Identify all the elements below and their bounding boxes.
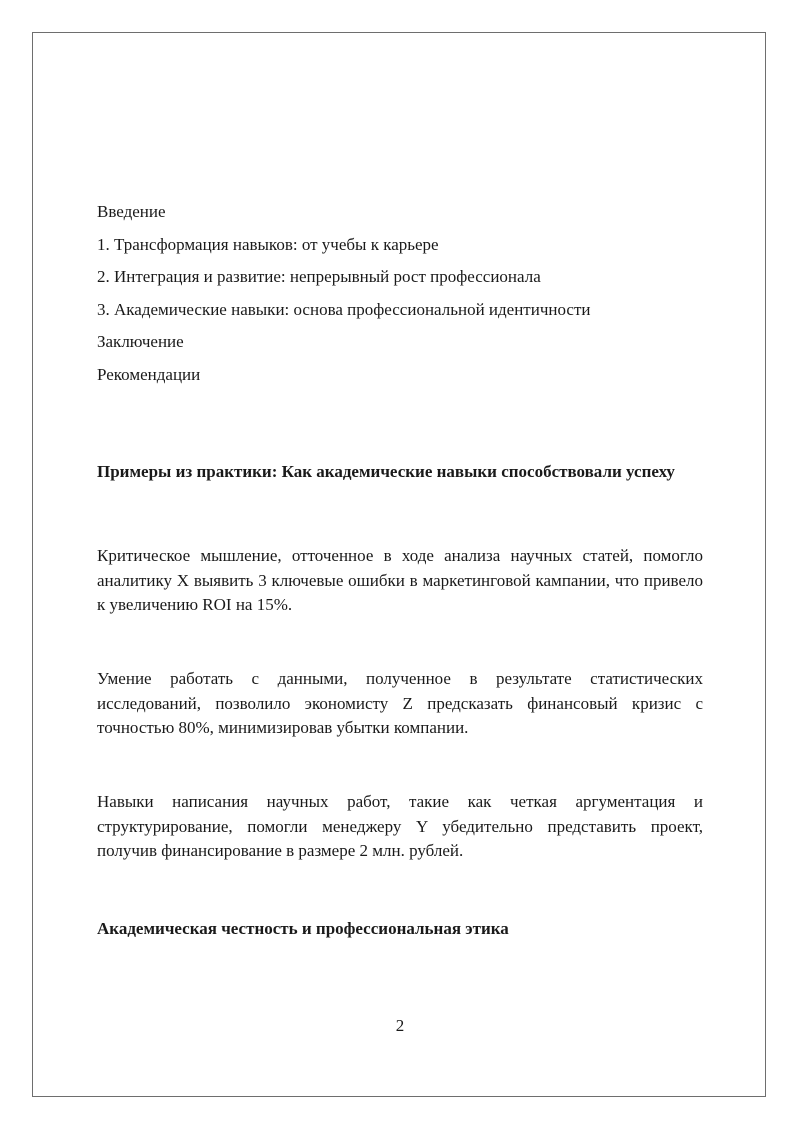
section-heading: Примеры из практики: Как академические навыки способствовали успеху: [97, 462, 675, 481]
paragraph-writing-skills-wrap: [97, 790, 703, 864]
paragraph: Навыки написания научных работ, такие как четкая аргументация и структурирование, помогли менеджеру Y убедительно представить проект, получив финансирование в размере 2 млн. рублей.: [97, 792, 703, 860]
toc-item-recommendations: Рекомендации: [97, 364, 201, 384]
section-practice-examples: [97, 455, 703, 488]
table-of-contents: [97, 200, 703, 396]
section-heading: Академическая честность и профессиональная этика: [97, 919, 509, 938]
paragraph: Критическое мышление, отточенное в ходе анализа научных статей, помогло аналитику X выявить 3 ключевые ошибки в маркетинговой кампании, что привело к увеличению ROI на 15%.: [97, 546, 703, 614]
page-number: 2: [395, 1016, 405, 1035]
toc-item-introduction: Введение: [97, 202, 166, 221]
section-ethics: [97, 912, 703, 945]
toc-item-1: 1. Трансформация навыков: от учебы к карьере: [97, 234, 439, 254]
toc-item-conclusion: Заключение: [97, 332, 184, 352]
toc-item-2: 2. Интеграция и развитие: непрерывный рост профессионала: [97, 267, 541, 287]
paragraph-critical-thinking-wrap: [97, 544, 703, 618]
paragraph-data-skills-wrap: [97, 667, 703, 741]
toc-item-3: 3. Академические навыки: основа профессиональной идентичности: [97, 299, 591, 319]
paragraph: Умение работать с данными, полученное в результате статистических исследований, позволило экономисту Z предсказать финансовый кризис с точностью 80%, минимизировав убытки компании.: [97, 669, 703, 737]
